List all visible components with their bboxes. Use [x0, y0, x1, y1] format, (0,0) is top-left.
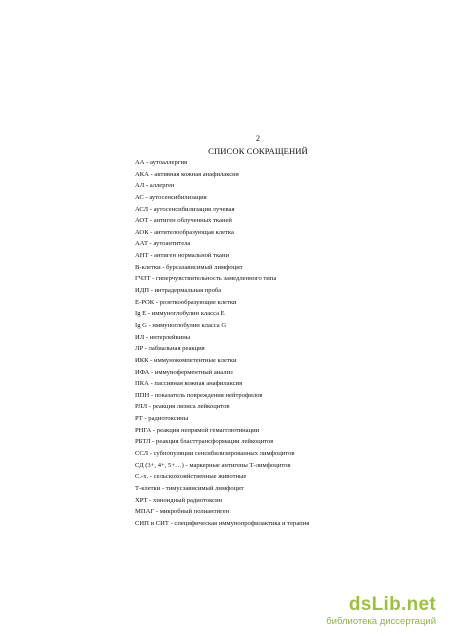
abbreviation-item: АЛ - аллерген — [135, 182, 175, 190]
abbreviation-item: АОТ - антиген облученных тканей — [135, 217, 232, 225]
abbreviation-item: В-клетки - бурсазависимый лимфоцит — [135, 263, 243, 271]
abbreviation-item: РБТЛ - реакция бласттрансформации лейкоцитов — [135, 438, 274, 446]
abbreviation-item: РЛЛ - реакция лизиса лейкоцитов — [135, 403, 230, 411]
watermark-logo — [280, 594, 440, 626]
abbreviation-item: РТ - радиотоксины — [135, 415, 189, 423]
abbreviation-item: АСЛ - аутосенсибилизация лучевая — [135, 205, 235, 213]
abbreviation-item: АА - аутоаллергия — [135, 159, 188, 166]
abbreviation-item: ССЛ - субпопуляции сенсибилизированных лимфоцитов — [135, 450, 295, 458]
abbreviation-item: ХРТ - хиноидный радиотоксин — [135, 496, 223, 504]
abbreviation-item: ААТ - аутоантитела — [135, 240, 191, 248]
page-number: 2 — [256, 134, 260, 143]
abbreviation-item: ИКК - иммунокомпетентные клетки — [135, 356, 237, 364]
abbreviation-item: РНГА - реакция непрямой гемагглютинации — [135, 426, 260, 434]
abbreviation-item: АКА - активная кожная анафилаксия — [135, 170, 239, 178]
abbreviation-item: АНТ - антиген нормальной ткани — [135, 252, 230, 260]
abbreviation-item: ППН - показатель повреждения нейтрофилов — [135, 391, 263, 399]
abbreviation-item: ИДП - интрадермальная проба — [135, 287, 222, 295]
watermark-subtitle: библиотека диссертаций — [326, 616, 436, 627]
abbreviation-item: СИП и СИТ - специфическая иммунопрофилактика и терапия — [135, 519, 310, 527]
abbreviation-item: ПКА - пассивная кожная анафилаксия — [135, 380, 243, 388]
abbreviation-item: ИФА - иммуноферментный анализ — [135, 368, 233, 376]
abbreviation-item: Е-РОК - розеткообразующие клетки — [135, 298, 237, 306]
abbreviation-item: АОК - антителообразующая клетка — [135, 228, 234, 236]
abbreviation-item: Ig G - иммуноглобулин класса G — [135, 321, 227, 329]
abbreviation-item: С.-х. - сельскохозяйственные животные — [135, 473, 247, 481]
abbreviation-item: ГЧЗТ - гиперчувствительность замедленного типа — [135, 275, 277, 283]
abbreviation-item: АС - аутосенсибилизация — [135, 193, 207, 201]
abbreviation-item: ЛР - лабиальная реакция — [135, 345, 205, 353]
abbreviation-item: СД (3+, 4+, 5+…) - маркерные антигены Т-лимфоцитов — [135, 461, 291, 469]
abbreviation-item: ИЛ - интерлейкины — [135, 333, 191, 341]
abbreviation-item: МПАГ - микробный полиантиген — [135, 508, 230, 516]
watermark-brand: dsLib.net — [348, 594, 436, 615]
abbreviation-item: Ig Е - иммуноглобулин класса Е — [135, 310, 225, 318]
abbreviation-list — [135, 157, 435, 530]
abbreviation-item: Т-клетки - тимусзависимый лимфоцит — [135, 484, 244, 492]
page-title: СПИСОК СОКРАЩЕНИЙ — [208, 146, 308, 156]
